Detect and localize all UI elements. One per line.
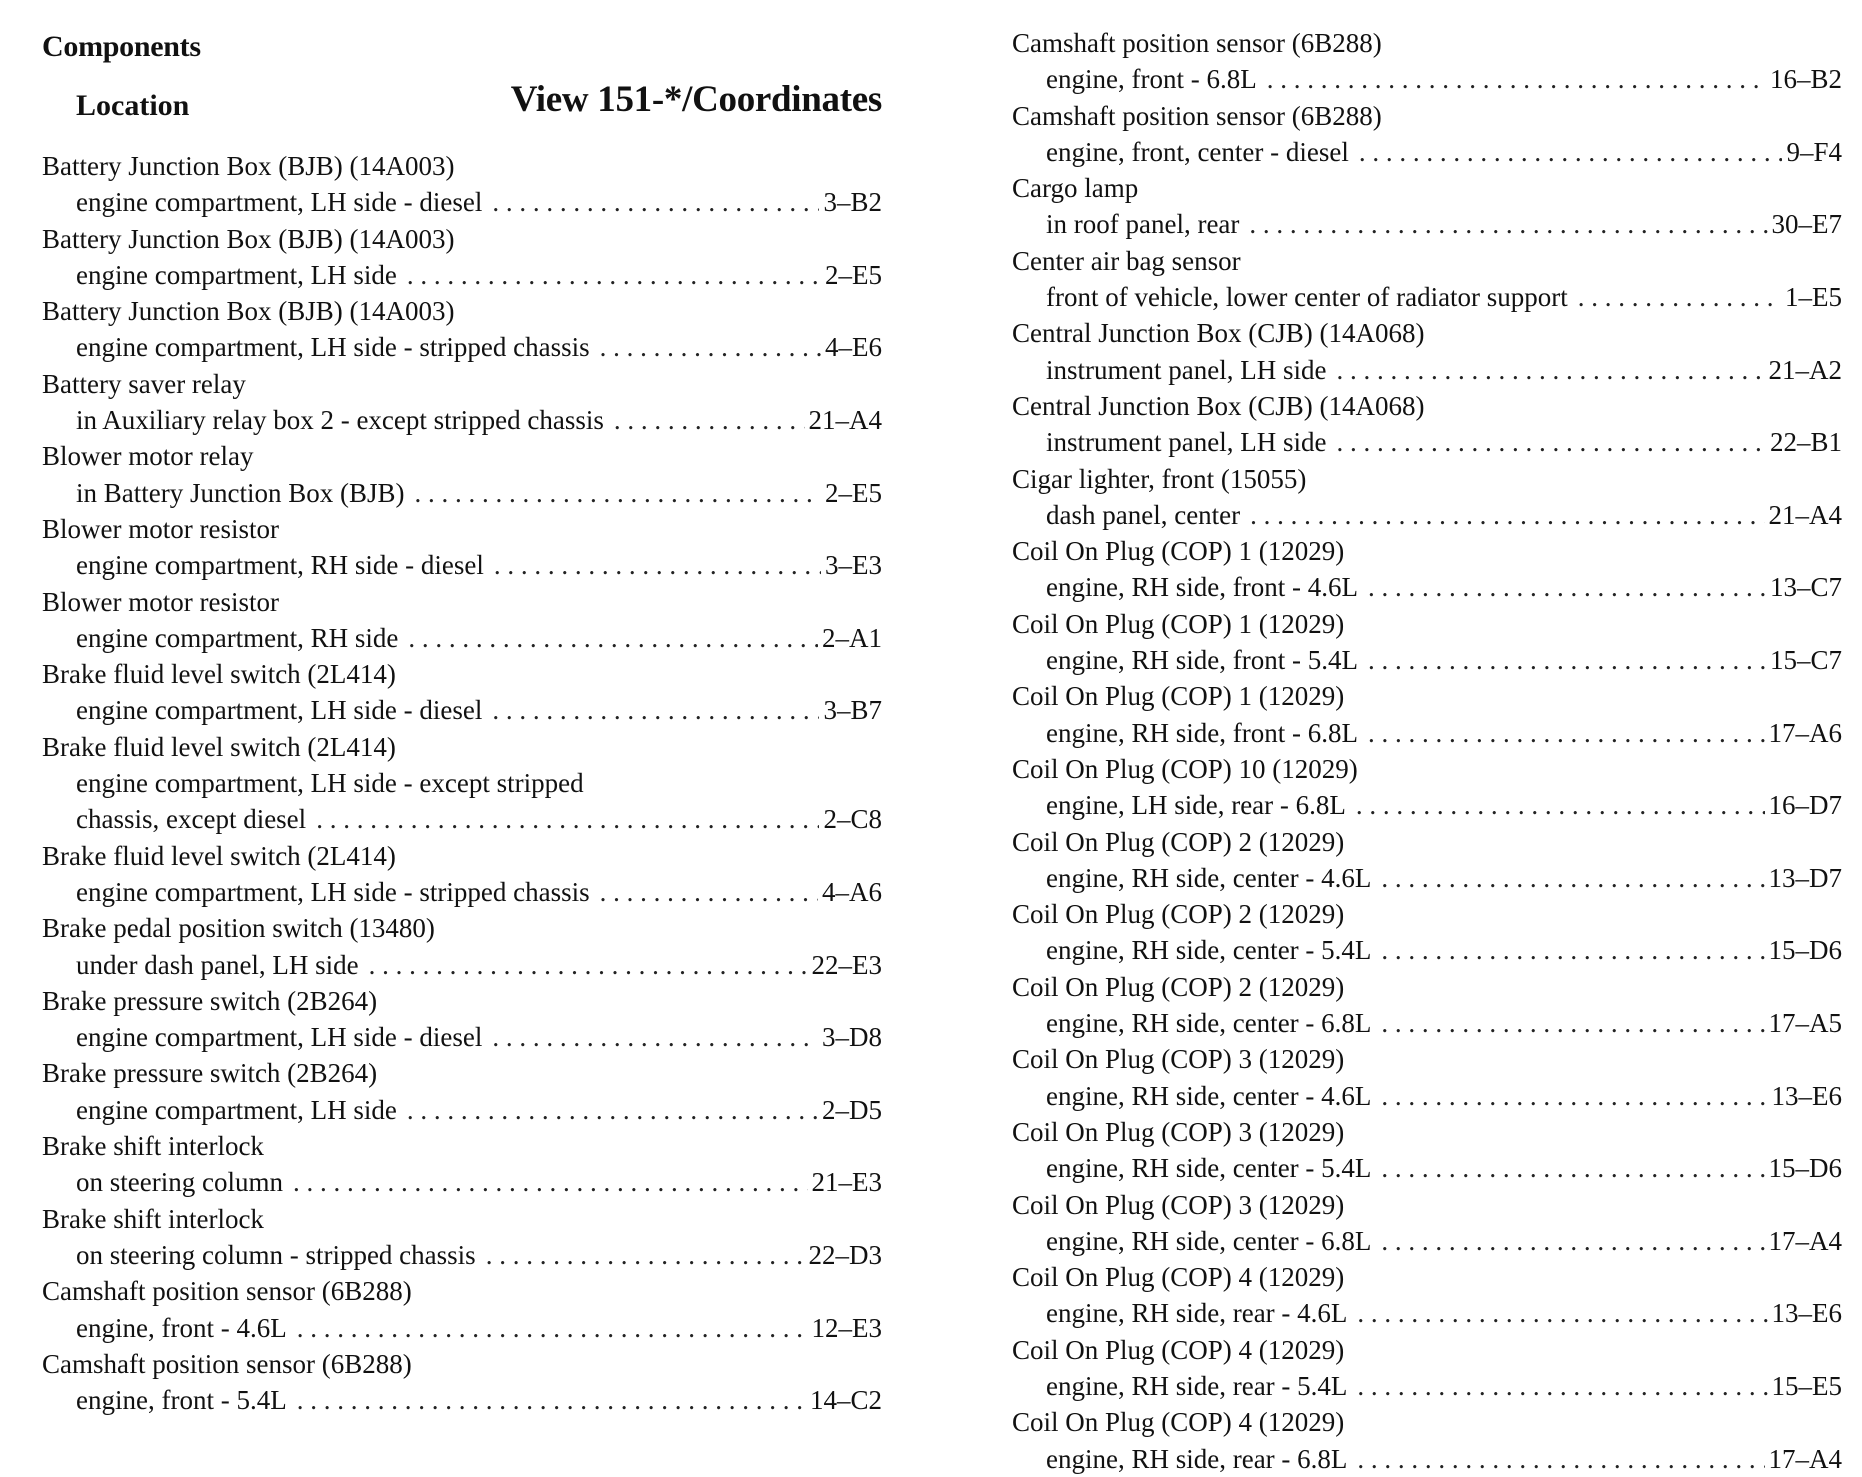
component-entry [42,366,882,439]
component-entry [1012,1114,1842,1187]
component-entry [1012,824,1842,897]
view-coordinate: 13–D7 [1768,862,1842,893]
location-row [1012,1368,1842,1404]
component-entry [1012,1332,1842,1405]
location-row [1012,1078,1842,1114]
component-entry [1012,243,1842,316]
component-location: engine compartment, LH side - except stripped [76,768,584,799]
component-name: Coil On Plug (COP) 4 (12029) [1012,1407,1345,1438]
component-name: Brake pressure switch (2B264) [42,985,378,1016]
location-row [1012,1295,1842,1331]
dot-leader [293,1164,808,1200]
component-name: Battery Junction Box (BJB) (14A003) [42,151,455,181]
view-coordinate: 14–C2 [809,1385,882,1416]
component-name: Battery saver relay [42,368,246,399]
component-entry [1012,388,1842,461]
component-location: dash panel, center [1046,499,1241,530]
component-entry [42,1055,882,1128]
location-heading: Location [76,89,190,122]
component-location: engine, RH side, center - 5.4L [1046,935,1372,966]
component-name: Blower motor relay [42,441,254,472]
dot-leader [494,547,821,583]
dot-leader [1368,715,1765,751]
component-location: on steering column [76,1167,283,1198]
component-name: Brake fluid level switch (2L414) [42,731,396,762]
component-location: engine, RH side, center - 4.6L [1046,862,1372,893]
view-coordinate: 30–E7 [1771,209,1842,240]
view-coordinate: 3–B2 [823,187,882,218]
view-coordinate: 2–C8 [823,804,882,835]
component-name: Coil On Plug (COP) 4 (12029) [1012,1334,1345,1365]
component-entry [42,1273,882,1346]
component-location: engine, front - 5.4L [76,1385,287,1416]
dot-leader [297,1310,808,1346]
component-location: engine compartment, RH side [76,622,399,653]
component-name: Camshaft position sensor (6B288) [1012,28,1382,58]
dot-leader [414,475,821,511]
dot-leader [1336,424,1766,460]
dot-leader [1368,569,1766,605]
location-row [42,257,882,293]
component-entry [42,438,882,511]
component-location: instrument panel, LH side [1046,354,1327,385]
location-row [42,402,882,438]
component-name: Coil On Plug (COP) 2 (12029) [1012,899,1345,930]
location-row [1012,1223,1842,1259]
location-row [42,475,882,511]
location-row [42,547,882,583]
component-location: engine, front - 6.8L [1046,64,1257,95]
component-name: Camshaft position sensor (6B288) [42,1348,412,1379]
location-row [1012,715,1842,751]
component-entry [1012,969,1842,1042]
location-row [42,692,882,728]
component-name: Coil On Plug (COP) 4 (12029) [1012,1262,1345,1293]
view-coordinate: 15–C7 [1769,645,1842,676]
view-coordinate: 21–A4 [808,405,882,436]
component-location: engine, RH side, front - 4.6L [1046,572,1358,603]
component-name: Camshaft position sensor (6B288) [1012,100,1382,131]
component-name: Brake shift interlock [42,1203,264,1234]
dot-leader [1381,1078,1767,1114]
view-coordinate: 17–A5 [1768,1008,1842,1039]
component-entry [1012,606,1842,679]
component-name: Cigar lighter, front (15055) [1012,463,1307,494]
location-row [1012,352,1842,388]
component-entry [1012,1187,1842,1260]
location-row [42,184,882,220]
component-name: Center air bag sensor [1012,245,1241,276]
location-row [42,1092,882,1128]
component-entry [42,511,882,584]
dot-leader [1381,1005,1764,1041]
view-coordinate: 22–B1 [1769,427,1842,458]
view-coordinate: 21–A4 [1768,499,1842,530]
component-location: engine, RH side, center - 5.4L [1046,1153,1372,1184]
component-entry [1012,678,1842,751]
view-coordinates-heading: View 151-*/Coordinates [510,79,882,120]
dot-leader [1359,134,1783,170]
component-entry [42,1201,882,1274]
view-coordinate: 21–A2 [1768,354,1842,385]
view-coordinate: 22–D3 [808,1239,882,1270]
view-coordinate: 13–C7 [1769,572,1842,603]
component-location: under dash panel, LH side [76,949,359,980]
component-name: Brake pressure switch (2B264) [42,1058,378,1089]
component-name: Coil On Plug (COP) 3 (12029) [1012,1044,1345,1075]
component-location: engine, RH side, front - 5.4L [1046,645,1358,676]
dot-leader [1250,497,1764,533]
component-location: engine compartment, LH side - diesel [76,695,483,726]
location-row [42,1310,882,1346]
view-coordinate: 15–D6 [1768,1153,1842,1184]
component-name: Central Junction Box (CJB) (14A068) [1012,318,1425,349]
dot-leader [1578,279,1781,315]
component-entry [1012,1041,1842,1114]
location-row [42,620,882,656]
location-row [1012,61,1842,97]
view-coordinate: 4–E6 [825,332,882,363]
component-location: engine, RH side, rear - 4.6L [1046,1298,1348,1329]
dot-leader [1267,61,1766,97]
dot-leader [1368,642,1766,678]
location-row [1012,787,1842,823]
component-name: Brake pedal position switch (13480) [42,913,435,944]
view-coordinate: 17–A6 [1768,717,1842,748]
component-location: engine compartment, LH side [76,259,397,290]
component-location: chassis, except diesel [76,804,307,835]
dot-leader [1381,1150,1764,1186]
component-location: engine, RH side, center - 6.8L [1046,1225,1372,1256]
dot-leader [492,692,819,728]
dot-leader [1357,1441,1764,1477]
component-name: Coil On Plug (COP) 3 (12029) [1012,1189,1345,1220]
view-coordinate: 3–B7 [823,695,882,726]
component-location: engine compartment, LH side - diesel [76,1022,483,1053]
component-entry [42,1128,882,1201]
view-coordinate: 15–E5 [1771,1370,1842,1401]
location-row [42,1019,882,1055]
location-row [42,874,882,910]
dot-leader [1356,787,1765,823]
component-entry [1012,170,1842,243]
view-coordinate: 2–E5 [825,259,882,290]
dot-leader [1381,932,1764,968]
location-row [1012,1150,1842,1186]
view-coordinate: 2–E5 [825,477,882,508]
right-entry-list [1012,25,1842,1477]
component-name: Coil On Plug (COP) 1 (12029) [1012,608,1345,639]
component-entry [1012,751,1842,824]
dot-leader [408,620,818,656]
view-coordinate: 17–A4 [1768,1225,1842,1256]
dot-leader [407,1092,818,1128]
dot-leader [600,874,818,910]
location-row [1012,642,1842,678]
location-row [1012,860,1842,896]
location-row [42,947,882,983]
component-name: Coil On Plug (COP) 3 (12029) [1012,1116,1345,1147]
dot-leader [492,1019,818,1055]
location-row [42,1164,882,1200]
component-name: Coil On Plug (COP) 1 (12029) [1012,681,1345,712]
left-entry-list [42,148,882,1418]
component-name: Blower motor resistor [42,513,279,544]
component-entry [1012,98,1842,171]
component-entry [1012,25,1842,98]
dot-leader [486,1237,805,1273]
component-entry [42,910,882,983]
view-coordinate: 4–A6 [822,876,882,907]
component-location: engine compartment, LH side - diesel [76,187,483,218]
dot-leader [1336,352,1764,388]
component-name: Coil On Plug (COP) 10 (12029) [1012,753,1358,784]
component-name: Coil On Plug (COP) 2 (12029) [1012,826,1345,857]
component-entry [42,729,882,838]
dot-leader [492,184,819,220]
component-entry [1012,1404,1842,1477]
dot-leader [1357,1368,1767,1404]
dot-leader [1249,206,1767,242]
location-row [42,801,882,837]
component-name: Coil On Plug (COP) 1 (12029) [1012,536,1345,567]
component-location: engine, RH side, front - 6.8L [1046,717,1358,748]
location-row [1012,134,1842,170]
location-row [1012,206,1842,242]
component-name: Battery Junction Box (BJB) (14A003) [42,296,455,327]
dot-leader [316,801,819,837]
component-location: engine compartment, LH side [76,1094,397,1125]
view-coordinate: 17–A4 [1768,1443,1842,1474]
component-location: engine compartment, RH side - diesel [76,550,484,581]
component-entry [42,584,882,657]
component-location: in roof panel, rear [1046,209,1240,240]
view-coordinate: 13–E6 [1771,1080,1842,1111]
dot-leader [600,329,821,365]
dot-leader [1381,860,1764,896]
component-entry [1012,315,1842,388]
component-location: in Auxiliary relay box 2 - except stripped chassis [76,405,604,436]
view-coordinate: 12–E3 [811,1312,882,1343]
dot-leader [1357,1295,1767,1331]
component-location: on steering column - stripped chassis [76,1239,476,1270]
component-location: engine, RH side, center - 4.6L [1046,1080,1372,1111]
component-location: engine compartment, LH side - stripped chassis [76,876,590,907]
location-row [1012,424,1842,460]
component-name: Coil On Plug (COP) 2 (12029) [1012,971,1345,1002]
component-entry [42,293,882,366]
location-row [1012,497,1842,533]
component-entry [42,983,882,1056]
component-location: front of vehicle, lower center of radiator support [1046,282,1568,313]
component-location: engine, LH side, rear - 6.8L [1046,790,1346,821]
view-coordinate: 9–F4 [1786,136,1842,167]
location-row [42,1237,882,1273]
component-location: engine, RH side, rear - 6.8L [1046,1443,1348,1474]
component-name: Blower motor resistor [42,586,279,617]
location-row [42,329,882,365]
dot-leader [297,1382,806,1418]
component-name: Battery Junction Box (BJB) (14A003) [42,223,455,254]
view-coordinate: 21–E3 [811,1167,882,1198]
view-coordinate: 1–E5 [1785,282,1842,313]
view-coordinate: 3–E3 [825,550,882,581]
component-location: engine, RH side, center - 6.8L [1046,1008,1372,1039]
view-coordinate: 2–D5 [822,1094,882,1125]
location-row [1012,1441,1842,1477]
component-entry [42,1346,882,1419]
location-row [1012,569,1842,605]
location-row [1012,1005,1842,1041]
component-name: Brake shift interlock [42,1131,264,1162]
component-name: Central Junction Box (CJB) (14A068) [1012,390,1425,421]
component-name: Brake fluid level switch (2L414) [42,659,396,690]
component-entry [1012,1259,1842,1332]
component-location: instrument panel, LH side [1046,427,1327,458]
component-location: engine, front - 4.6L [76,1312,287,1343]
component-entry [1012,533,1842,606]
dot-leader [407,257,821,293]
view-coordinate: 2–A1 [822,622,882,653]
view-coordinate: 13–E6 [1771,1298,1842,1329]
dot-leader [1381,1223,1764,1259]
dot-leader [369,947,808,983]
component-location: engine, RH side, rear - 5.4L [1046,1370,1348,1401]
component-entry [1012,896,1842,969]
view-coordinate: 3–D8 [822,1022,882,1053]
component-location: in Battery Junction Box (BJB) [76,477,405,508]
location-row [42,1382,882,1418]
component-entry [42,221,882,294]
component-name: Brake fluid level switch (2L414) [42,840,396,871]
component-entry [42,148,882,221]
components-heading: Components [42,30,201,63]
component-entry [42,656,882,729]
location-row [1012,279,1842,315]
component-entry [1012,461,1842,534]
component-location: engine, front, center - diesel [1046,136,1349,167]
view-coordinate: 16–B2 [1769,64,1842,95]
view-coordinate: 22–E3 [811,949,882,980]
dot-leader [614,402,805,438]
view-coordinate: 15–D6 [1768,935,1842,966]
component-name: Cargo lamp [1012,173,1139,204]
component-entry [42,838,882,911]
component-location: engine compartment, LH side - stripped chassis [76,332,590,363]
view-coordinate: 16–D7 [1768,790,1842,821]
location-row [1012,932,1842,968]
component-name: Camshaft position sensor (6B288) [42,1276,412,1307]
